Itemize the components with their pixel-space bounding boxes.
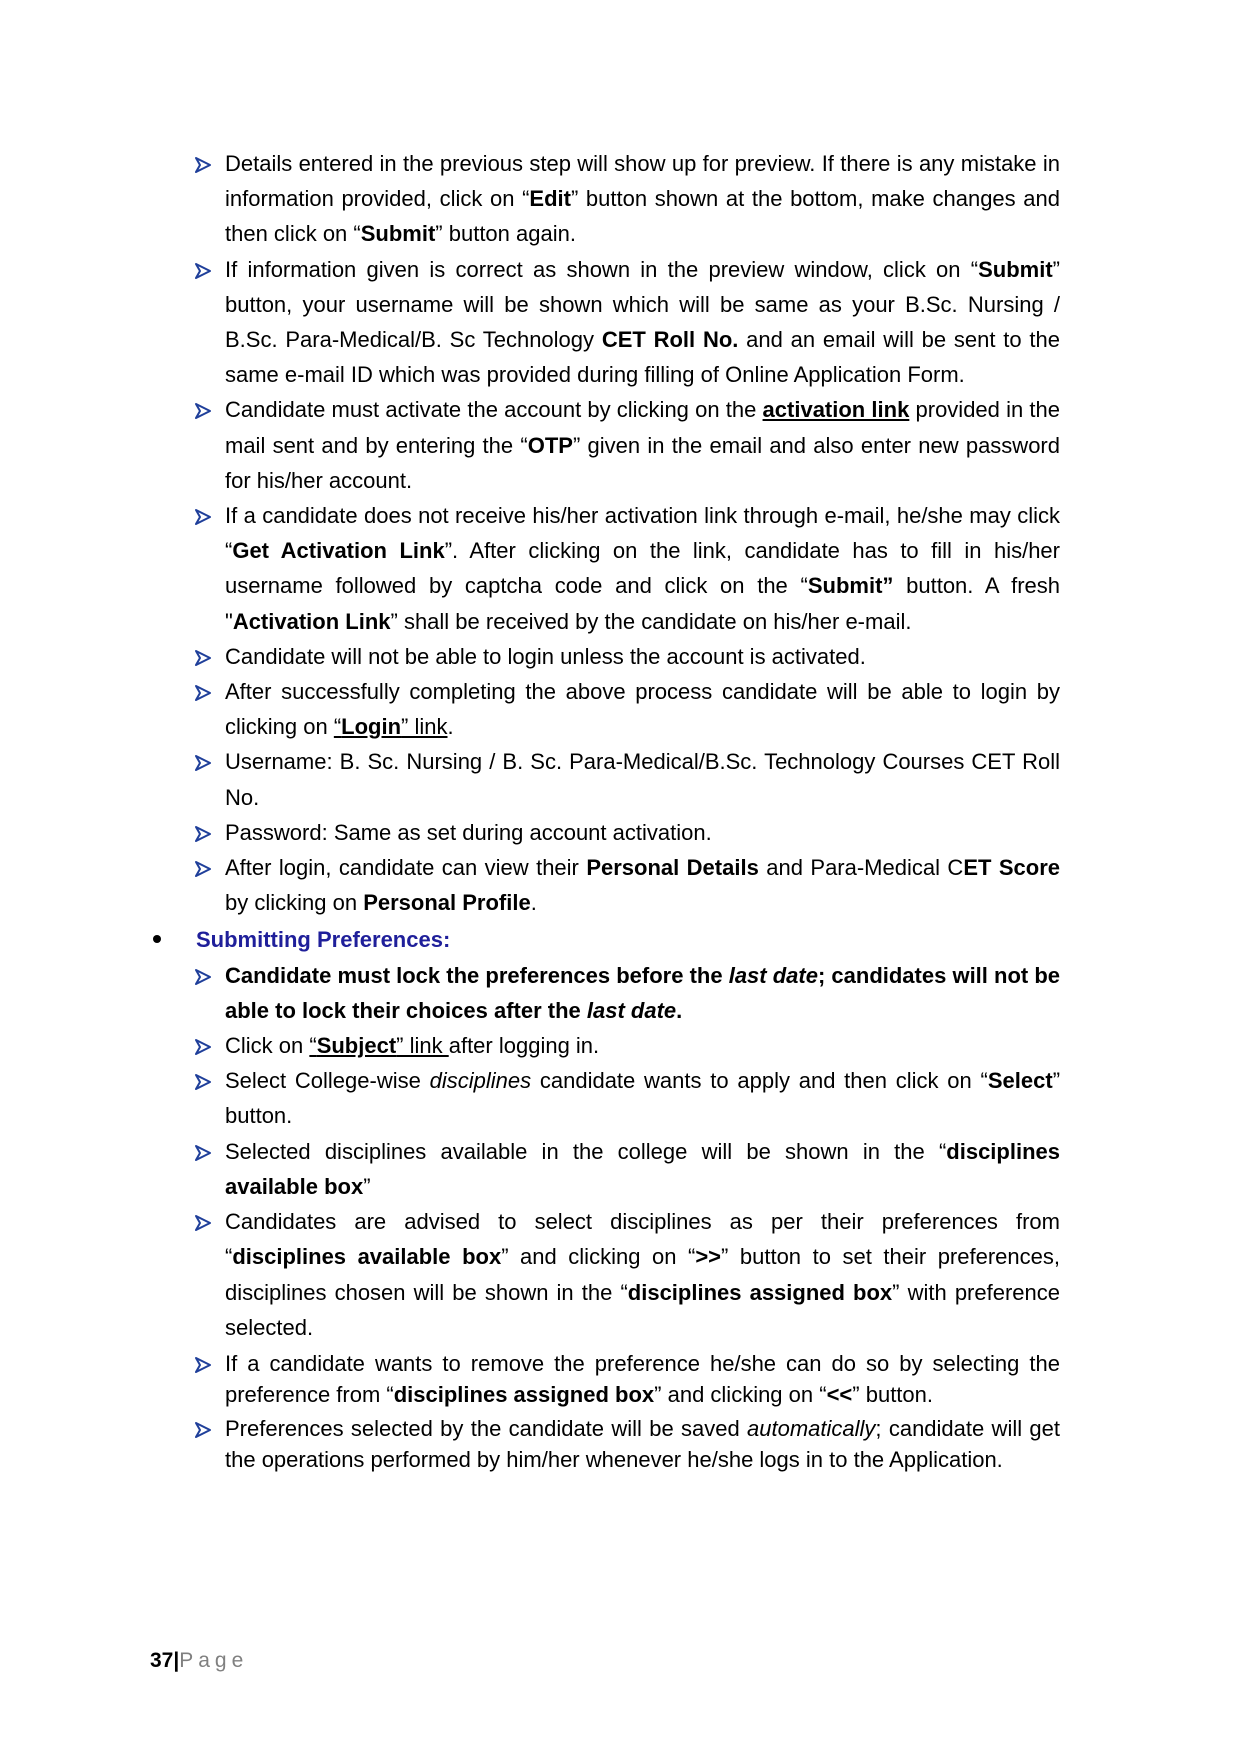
page-label: Page (179, 1649, 249, 1672)
arrow-bullet-icon (194, 958, 212, 993)
page-separator: | (173, 1649, 180, 1672)
subject-link[interactable]: “Subject” link (309, 1033, 449, 1059)
arrow-bullet-icon (194, 146, 212, 181)
list-item: Candidates are advised to select disciplines as per their preferences from “disciplines available box” and clicking on “>>” button to set their preferences, disciplines chosen will be shown in the “disciplines assigned box” with preference selected. (150, 1204, 1060, 1345)
arrow-bullet-icon (194, 1349, 212, 1380)
list-item: Password: Same as set during account activation. (150, 815, 1060, 850)
list-item: If a candidate does not receive his/her activation link through e-mail, he/she may click “Get Activation Link”. After clicking on the link, candidate has to fill in his/her username followed by captcha code and click on the “Submit” button. A fresh "Activation Link” shall be received by the candidate on his/her e-mail. (150, 498, 1060, 639)
list-item: Select College-wise disciplines candidate wants to apply and then click on “Select” button. (150, 1063, 1060, 1133)
page-number: 37 (150, 1649, 174, 1672)
activation-link[interactable]: activation link (762, 397, 910, 423)
arrow-bullet-icon (194, 252, 212, 287)
list-item: After successfully completing the above process candidate will be able to login by clicking on “Login” link. (150, 674, 1060, 744)
list-item: Selected disciplines available in the college will be shown in the “disciplines available box” (150, 1134, 1060, 1204)
arrow-bullet-icon (194, 1028, 212, 1063)
page-footer (150, 1648, 248, 1674)
arrow-bullet-icon (194, 1134, 212, 1169)
list-item: Preferences selected by the candidate will be saved automatically; candidate will get the operations performed by him/her whenever he/she logs in to the Application. (150, 1414, 1060, 1475)
list-item: If information given is correct as shown in the preview window, click on “Submit” button, your username will be shown which will be same as your B.Sc. Nursing / B.Sc. Para-Medical/B. Sc Technology CET Roll No. and an email will be sent to the same e-mail ID which was provided during filling of Online Application Form. (150, 252, 1060, 393)
list-item: Candidate will not be able to login unless the account is activated. (150, 639, 1060, 674)
arrow-bullet-icon (194, 1204, 212, 1239)
login-link[interactable]: “Login” link (333, 714, 448, 740)
list-item: Candidate must activate the account by clicking on the activation link provided in the mail sent and by entering the “OTP” given in the email and also enter new password for his/her account. (150, 392, 1060, 498)
list-item: After login, candidate can view their Personal Details and Para-Medical CET Score by clicking on Personal Profile. (150, 850, 1060, 920)
arrow-bullet-icon (194, 1414, 212, 1445)
arrow-bullet-icon (194, 1063, 212, 1098)
arrow-bullet-icon (194, 815, 212, 850)
arrow-bullet-icon (194, 392, 212, 427)
list-item: Candidate must lock the preferences before the last date; candidates will not be able to lock their choices after the last date. (150, 958, 1060, 1028)
document-body (150, 146, 1060, 1475)
list-item: Username: B. Sc. Nursing / B. Sc. Para-Medical/B.Sc. Technology Courses CET Roll No. (150, 744, 1060, 814)
section-heading: Submitting Preferences: (150, 922, 1060, 957)
bullet-dot-icon (153, 935, 161, 943)
list-item: Click on “Subject” link after logging in. (150, 1028, 1060, 1063)
list-item: Details entered in the previous step will show up for preview. If there is any mistake in information provided, click on “Edit” button shown at the bottom, make changes and then click on “Submit” button again. (150, 146, 1060, 252)
arrow-bullet-icon (194, 674, 212, 709)
arrow-bullet-icon (194, 744, 212, 779)
list-item: If a candidate wants to remove the preference he/she can do so by selecting the preference from “disciplines assigned box” and clicking on “<<” button. (150, 1349, 1060, 1410)
arrow-bullet-icon (194, 498, 212, 533)
arrow-bullet-icon (194, 639, 212, 674)
arrow-bullet-icon (194, 850, 212, 885)
